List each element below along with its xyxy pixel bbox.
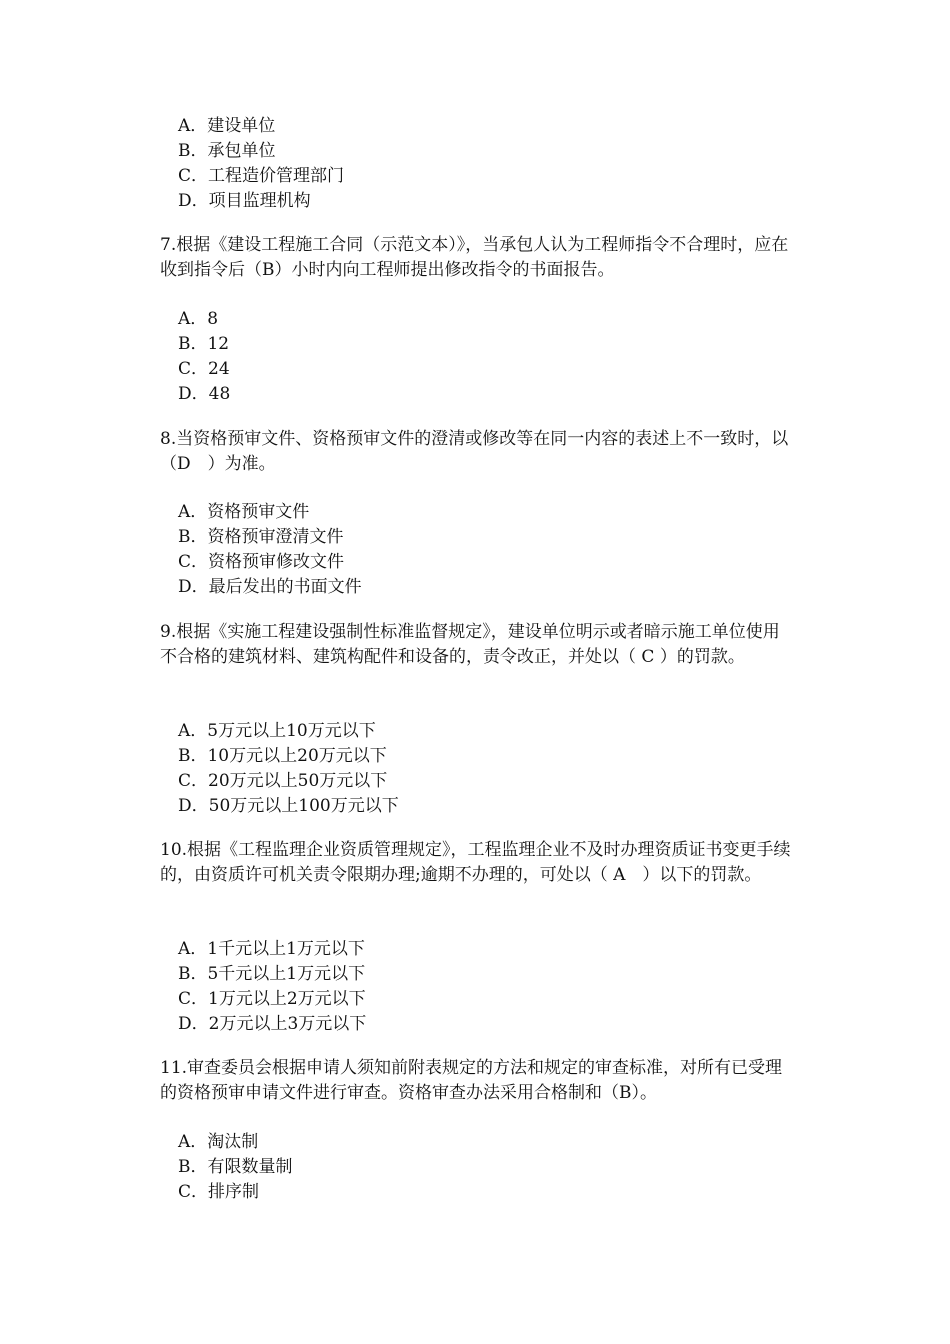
- q8-option-a: A．资格预审文件: [178, 502, 310, 522]
- q7-option-c: C．24: [178, 359, 230, 379]
- question-7-text: 7.根据《建设工程施工合同（示范文本）》，当承包人认为工程师指令不合理时，应在收到指令后（B）小时内向工程师提出修改指令的书面报告。: [160, 235, 789, 280]
- q10-option-d: D．2万元以上3万元以下: [178, 1014, 367, 1034]
- q9-option-d: D．50万元以上100万元以下: [178, 796, 399, 816]
- q6-option-b: B．承包单位: [178, 141, 276, 161]
- q11-option-a: A．淘汰制: [178, 1132, 259, 1152]
- q10-option-c: C．1万元以上2万元以下: [178, 989, 366, 1009]
- question-10-text: 10.根据《工程监理企业资质管理规定》，工程监理企业不及时办理资质证书变更手续的，由资质许可机关责令限期办理;逾期不办理的，可处以（ A ）以下的罚款。: [160, 840, 791, 885]
- q8-option-b: B．资格预审澄清文件: [178, 527, 344, 547]
- q11-option-c: C．排序制: [178, 1182, 260, 1202]
- q6-option-a: A．建设单位: [178, 116, 276, 136]
- q8-option-c: C．资格预审修改文件: [178, 552, 345, 572]
- q9-option-c: C．20万元以上50万元以下: [178, 771, 388, 791]
- q6-option-c: C．工程造价管理部门: [178, 166, 345, 186]
- q8-option-d: D．最后发出的书面文件: [178, 577, 362, 597]
- q9-option-b: B．10万元以上20万元以下: [178, 746, 387, 766]
- question-11-text: 11.审查委员会根据申请人须知前附表规定的方法和规定的审查标准，对所有已受理的资格预审申请文件进行审查。资格审查办法采用合格制和（B）。: [160, 1058, 783, 1103]
- q10-option-a: A．1千元以上1万元以下: [178, 939, 365, 959]
- q7-option-d: D．48: [178, 384, 231, 404]
- q10-option-b: B．5千元以上1万元以下: [178, 964, 366, 984]
- q11-option-b: B．有限数量制: [178, 1157, 293, 1177]
- q7-option-a: A．8: [178, 309, 219, 329]
- q9-option-a: A．5万元以上10万元以下: [178, 721, 376, 741]
- q6-option-d: D．项目监理机构: [178, 191, 311, 211]
- question-9-text: 9.根据《实施工程建设强制性标准监督规定》，建设单位明示或者暗示施工单位使用不合格的建筑材料、建筑构配件和设备的，责令改正，并处以（ C ）的罚款。: [160, 622, 780, 667]
- q7-option-b: B．12: [178, 334, 230, 354]
- question-8-text: 8.当资格预审文件、资格预审文件的澄清或修改等在同一内容的表述上不一致时，以（D ）为准。: [160, 429, 789, 474]
